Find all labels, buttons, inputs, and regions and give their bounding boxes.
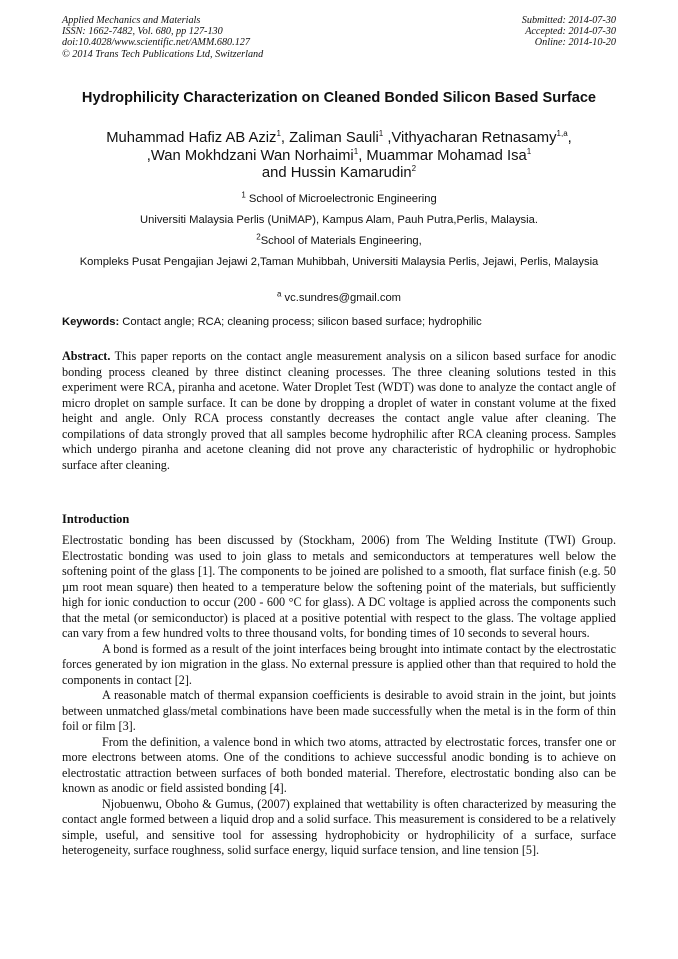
author-affiliation-mark: 1: [276, 129, 281, 139]
introduction-heading: Introduction: [62, 512, 130, 526]
author-affiliation-mark: 2: [411, 164, 417, 174]
affiliation-name: School of Microelectronic Engineering: [245, 193, 437, 205]
keywords: [62, 316, 617, 330]
abstract-text: This paper reports on the contact angle measurement analysis on a silicon based surface for anodic bonding process cleaned by three distinct cleaning processes. The three cleaning solutions tested in this experiment were RCA, piranha and acetone. Water Droplet Test (WDT) was done to analyze the contact angle of micro droplet on sample surface. It can be done by dropping a droplet of water in constant volume at the fixed height and angle. Only RCA process constantly decreases the contact angle value after cleaning. The compilations of data strongly proved that all samples become hydrophilic after RCA cleaning process. Samples which undergo piranha and acetone cleaning did not prove any characteristic of hydrophilic or hydrophobic surface after cleaning.: [62, 349, 616, 472]
affiliation-mark: 2: [256, 232, 261, 242]
email-address: vc.sundres@gmail.com: [281, 292, 401, 304]
affiliation-name: School of Materials Engineering,: [260, 235, 422, 247]
paper-title: Hydrophilicity Characterization on Cleaned Bonded Silicon Based Surface: [81, 90, 597, 106]
abstract-label: Abstract.: [62, 349, 111, 363]
author-name: , Muammar Mohamad Isa: [358, 147, 527, 164]
paragraph: From the definition, a valence bond in which two atoms, attracted by electrostatic forces, transfer one or more electrons between atoms. One of the conditions to achieve successful anodic bonding is to achieve on electrostatic attraction between surfaces of both bonded material. Therefore, electrostatic bonding also can be known as anodic or field assisted bonding [4].: [62, 734, 616, 795]
journal-info: [62, 15, 263, 60]
affiliation-mark: 1: [241, 190, 246, 200]
affiliation-2-address: Kompleks Pusat Pengajian Jejawi 2,Taman Muhibbah, Universiti Malaysia Perlis, Jejawi, Perlis, Malaysia: [79, 256, 599, 268]
submitted-date: Submitted: 2014-07-30: [521, 15, 616, 26]
author-name: and Hussin Kamarudin: [261, 165, 412, 181]
keywords-text: Contact angle; RCA; cleaning process; silicon based surface; hydrophilic: [119, 316, 482, 328]
author-list: [60, 130, 618, 183]
author-line-1: [60, 130, 618, 148]
affiliation-1-address: Universiti Malaysia Perlis (UniMAP), Kampus Alam, Pauh Putra,Perlis, Malaysia.: [140, 214, 538, 226]
author-affiliation-mark: 1: [526, 146, 532, 156]
abstract: [62, 349, 616, 473]
journal-name: Applied Mechanics and Materials: [62, 15, 201, 26]
author-affiliation-mark: 1,a: [556, 129, 568, 139]
online-date: Online: 2014-10-20: [534, 37, 616, 49]
paragraph: A reasonable match of thermal expansion coefficients is desirable to avoid strain in the joint, but joints between unmatched glass/metal combinations have been made successfully when the metal is in the form of thin foil or film [3].: [62, 688, 616, 733]
author-separator: ,: [567, 130, 572, 146]
affiliation-2-name: [60, 232, 618, 249]
author-name: , Zaliman Sauli: [280, 130, 379, 146]
email-mark: a: [277, 289, 282, 299]
author-line-2: [60, 148, 618, 166]
journal-copyright: © 2014 Trans Tech Publications Ltd, Switzerland: [62, 48, 264, 60]
author-name: ,Vithyacharan Retnasamy: [383, 130, 557, 146]
paragraph: Njobuenwu, Oboho & Gumus, (2007) explained that wettability is often characterized by measuring the contact angle formed between a liquid drop and a solid surface. This measurement is considered to be a relatively simple, useful, and sensitive tool for assessing hydrophobicity or hydrophilicity of a surface, surface heterogeneity, surface roughness, solid surface energy, liquid surface tension, and line tension [5].: [62, 796, 616, 857]
keywords-label: Keywords:: [62, 316, 120, 328]
author-name: Muhammad Hafiz AB Aziz: [106, 130, 277, 146]
journal-issn: ISSN: 1662-7482, Vol. 680, pp 127-130: [62, 26, 223, 38]
corresponding-email: [60, 289, 618, 306]
journal-doi: doi:10.4028/www.scientific.net/AMM.680.127: [62, 37, 250, 49]
author-name: ,Wan Mokhdzani Wan Norhaimi: [146, 147, 354, 164]
paragraph: A bond is formed as a result of the joint interfaces being brought into intimate contact by the electrostatic forces generated by ion migration in the glass. No external pressure is applied other than that required to hold the components in contact [2].: [62, 641, 616, 687]
paragraph: Electrostatic bonding has been discussed by (Stockham, 2006) from The Welding Institute (TWI) Group. Electrostatic bonding was used to join glass to metals and semiconductors at temperatures well below the softening point of the glass [1]. The components to be joined are polished to a smooth, flat surface finish (e.g. 50 µm root mean square) then heated to a temperature below the softening point of the materials, but sufficiently high for ionic conduction to occur (200 - 600 °C for glass). A DC voltage is applied across the components such that the metal (or semiconductor) is placed at a positive potential with respect to the glass. The voltage applied can vary from a few hundred volts to three thousand volts, for bonding times of 10 seconds to several hours.: [62, 533, 616, 640]
author-affiliation-mark: 1: [353, 146, 359, 156]
author-line-3: [60, 165, 618, 183]
author-affiliation-mark: 1: [378, 129, 384, 139]
affiliation-1-name: [60, 190, 618, 207]
introduction-body: [62, 533, 616, 859]
submission-dates: [522, 15, 616, 49]
accepted-date: Accepted: 2014-07-30: [525, 26, 616, 38]
